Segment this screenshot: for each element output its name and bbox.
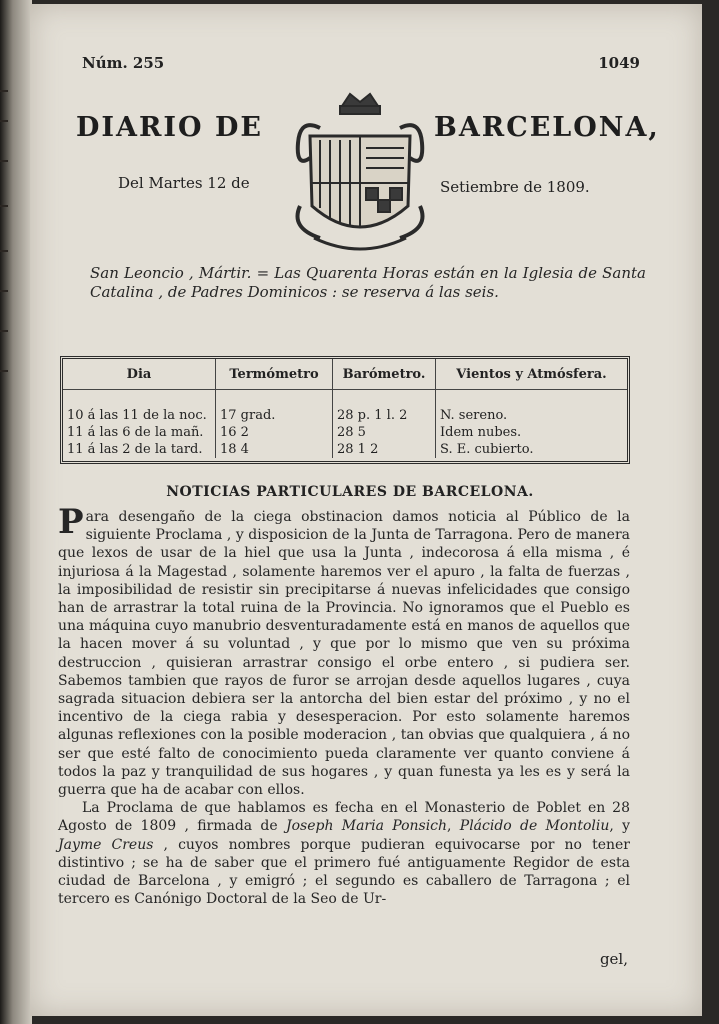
cell-vientos: Idem nubes. <box>440 425 522 440</box>
paragraph-text: ara desengaño de la ciega obstinacion damos noticia al Público de la siguiente Proclama , y disposicion de la Junta de Tarragona. Pero de manera que lexos de usar de la hiel que usa la Junta , indecorosa á ella misma , é injuriosa á la Magestad , solamente haremos ver el apuro , la falta de fuerzas , la imposibilidad de resistir sin precipitarse á nuevas infelicidades que consigo han de arrastrar la total ruina de la Provincia. No ignoramos que el Pueblo es una máquina cuyo manubrio desventuradamente está en manos de aquellos que la hacen mover á su voluntad , y que por lo mismo que ven su próxima destruccion , quisieran arrastrar consigo el orbe entero , si pudiera ser. Sabemos tambien que rayos de furor se arrojan desde aquellos lugares , cuya sagrada situacion debiera ser la antorcha del bien estar del próximo , y no el incentivo de la ciega rabia y desesperacion. Por esto solamente haremos algunas reflexiones con la posible moderacion , tan obvias que qualquiera , á no ser que esté falto de conocimiento pueda claramente ver quanto conviene á todos la paz y tranquilidad de sus hogares , y quan funesta ya les es y será la guerra que ha de acabar con ellos. <box>58 509 630 799</box>
drop-cap: P <box>58 502 84 542</box>
column-header: Dia <box>63 359 216 390</box>
catchword: gel, <box>599 950 628 968</box>
cell-termometro: 16 2 <box>216 424 333 441</box>
cell-barometro: 28 1 2 <box>333 441 436 458</box>
separator: , <box>447 818 452 835</box>
cell-termometro: 18 4 <box>216 441 333 458</box>
issue-number: Núm. 255 <box>82 54 165 72</box>
masthead-title-right: BARCELONA, <box>434 112 660 143</box>
table-row <box>63 390 627 408</box>
date-line-right: Setiembre de 1809. <box>440 178 590 196</box>
cell-barometro: 28 5 <box>333 424 436 441</box>
table-row <box>63 407 627 424</box>
column-header: Termómetro <box>216 359 333 390</box>
section-title: NOTICIAS PARTICULARES DE BARCELONA. <box>166 484 534 500</box>
newspaper-page <box>30 4 702 1016</box>
cell-vientos: N. sereno. <box>440 408 508 423</box>
weather-table-header <box>63 359 627 390</box>
table-row <box>63 424 627 441</box>
coat-of-arms-icon <box>280 88 440 254</box>
person-name: Plácido de Montoliu <box>459 818 610 835</box>
person-name: Joseph Maria Ponsich <box>285 818 448 835</box>
saints-of-the-day: San Leoncio , Mártir. = Las Quarenta Horas están en la Iglesia de Santa Catalina , de Padres Dominicos : se reserva á las seis. <box>90 264 646 301</box>
person-name: Jayme Creus <box>58 836 154 853</box>
column-header: Barómetro. <box>333 359 436 390</box>
cell-vientos: S. E. cubierto. <box>440 442 534 457</box>
cell-termometro: 17 grad. <box>216 407 333 424</box>
masthead-title-left: DIARIO DE <box>76 112 263 143</box>
cell-dia: 10 á las 11 de la noc. <box>63 407 216 424</box>
article-paragraph <box>58 799 630 908</box>
cell-dia: 11 á las 2 de la tard. <box>63 441 216 458</box>
date-line-left: Del Martes 12 de <box>118 174 250 192</box>
paragraph-text: , cuyos nombres porque pudieran equivocarse por no tener distintivo ; se ha de saber que el primero fué antiguamente Regidor de esta ciudad de Barcelona , y emigró ; el segundo es caballero de Tarragona ; el tercero es Canónigo Doctoral de la Seo de Ur- <box>58 836 630 908</box>
page-number: 1049 <box>598 54 640 72</box>
cell-barometro: 28 p. 1 l. 2 <box>333 407 436 424</box>
weather-table <box>60 356 630 464</box>
article-body <box>58 502 630 908</box>
column-header: Vientos y Atmósfera. <box>436 359 628 390</box>
table-row <box>63 441 627 458</box>
separator: , y <box>609 818 630 835</box>
cell-dia: 11 á las 6 de la mañ. <box>63 424 216 441</box>
adjacent-page-edge <box>0 0 32 1024</box>
article-paragraph <box>58 502 630 799</box>
paragraph-text: La Proclama de que hablamos es fecha en el Monasterio de Poblet en 28 Agosto de 1809 , firmada de <box>58 800 630 835</box>
